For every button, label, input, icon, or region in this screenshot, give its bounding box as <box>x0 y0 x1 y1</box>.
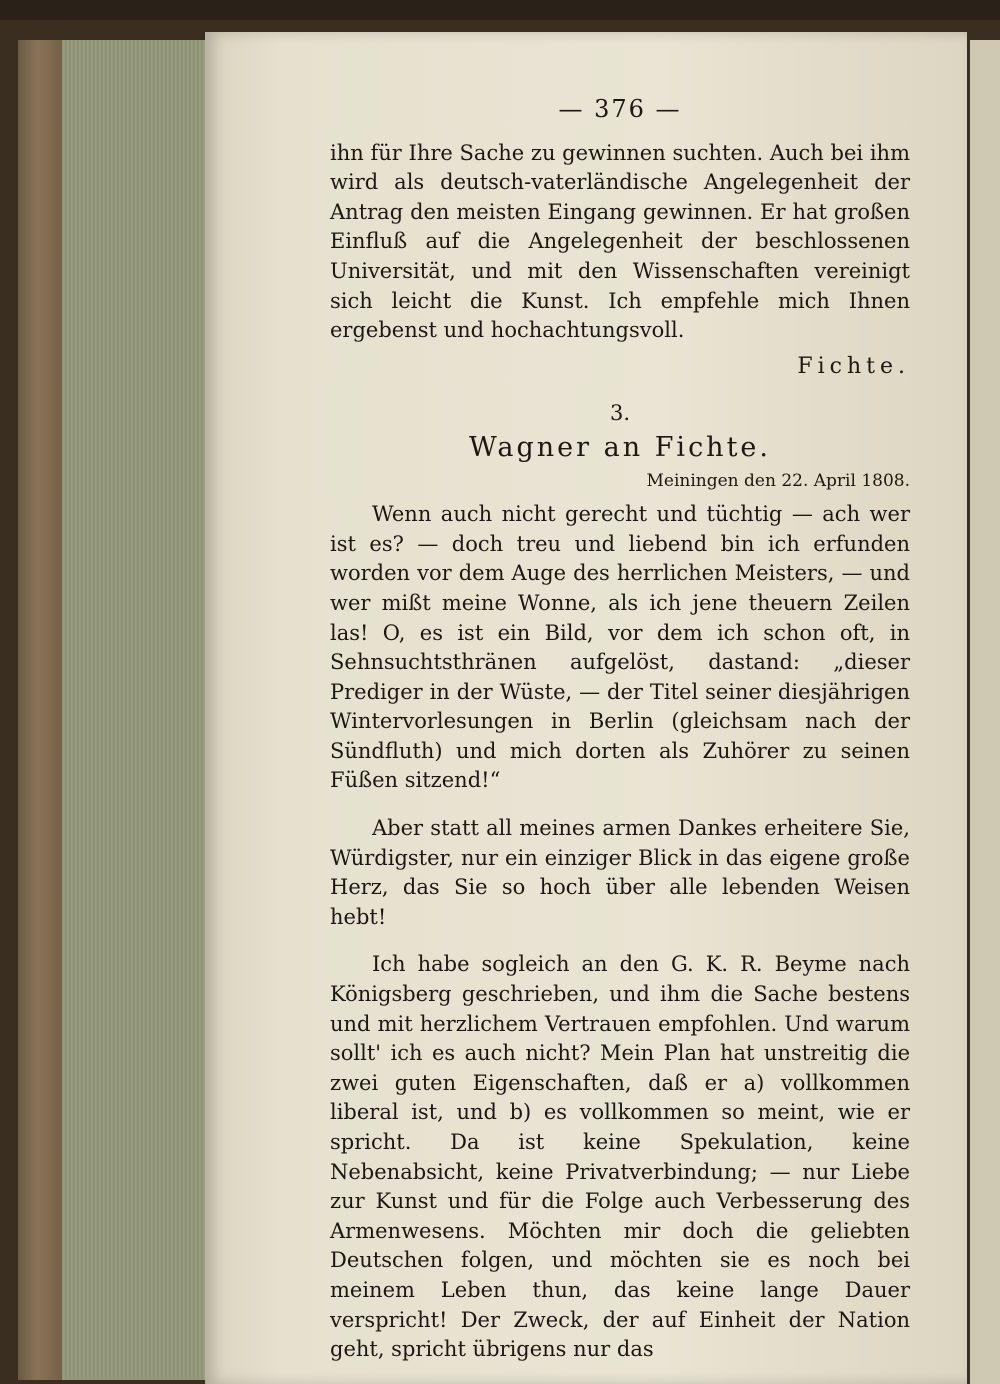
letter-paragraph-2: Aber statt all meines armen Dankes erheitere Sie, Würdigster, nur ein einziger Blick in das eigene große Herz, das Sie so hoch über alle lebenden Weisen hebt! <box>330 816 910 929</box>
letter-dateline: Meiningen den 22. April 1808. <box>646 470 910 491</box>
page-number: — 376 — <box>558 95 682 123</box>
facing-page-edge <box>967 40 1000 1384</box>
section-number: 3. <box>609 401 631 426</box>
page-edges <box>62 40 212 1380</box>
book-binding <box>18 40 68 1380</box>
letter-paragraph-3: Ich habe sogleich an den G. K. R. Beyme nach Königsberg geschrieben, und ihm die Sache bestens und mit herzlichem Vertrauen empfohlen. Und warum sollt' ich es auch nicht? Mein Plan hat unstreitig die zwei guten Eigenschaften, daß er a) vollkommen liberal ist, und b) es vollkommen so meint, wie er spricht. Da ist keine Spekulation, keine Nebenabsicht, keine Privatverbindung; — nur Liebe zur Kunst und für die Folge auch Verbesserung des Armenwesens. Möchten mir doch die geliebten Deutschen folgen, und möchten sie es noch bei meinem Leben thun, das keine lange Dauer verspricht! Der Zweck, der auf Einheit der Nation geht, spricht übrigens nur das <box>330 952 910 1362</box>
letter-heading: Wagner an Fichte. <box>468 431 771 463</box>
letter-paragraph-1: Wenn auch nicht gerecht und tüchtig — ach wer ist es? — doch treu und liebend bin ich erfunden worden vor dem Auge des herrlichen Meisters, — und wer mißt meine Wonne, als ich jene theuern Zeilen las! O, es ist ein Bild, vor dem ich schon oft, in Sehnsuchtsthränen aufgelöst, dastand: „dieser Prediger in der Wüste, — der Titel seiner diesjährigen Wintervorlesungen in Berlin (gleichsam nach der Sündfluth) und mich dorten als Zuhörer zu seinen Füßen sitzend!“ <box>330 502 910 793</box>
signature: Fichte. <box>797 353 910 379</box>
page-content <box>330 95 910 1365</box>
paragraph-continued: ihn für Ihre Sache zu gewinnen suchten. Auch bei ihm wird als deutsch-vaterländische Angelegenheit der Antrag den meisten Eingang gewinnen. Er hat großen Einfluß auf die Angelegenheit der beschlossenen Universität, und mit den Wissenschaften vereinigt sich leicht die Kunst. Ich empfehle mich Ihnen ergebenst und hochachtungsvoll. <box>330 140 910 343</box>
